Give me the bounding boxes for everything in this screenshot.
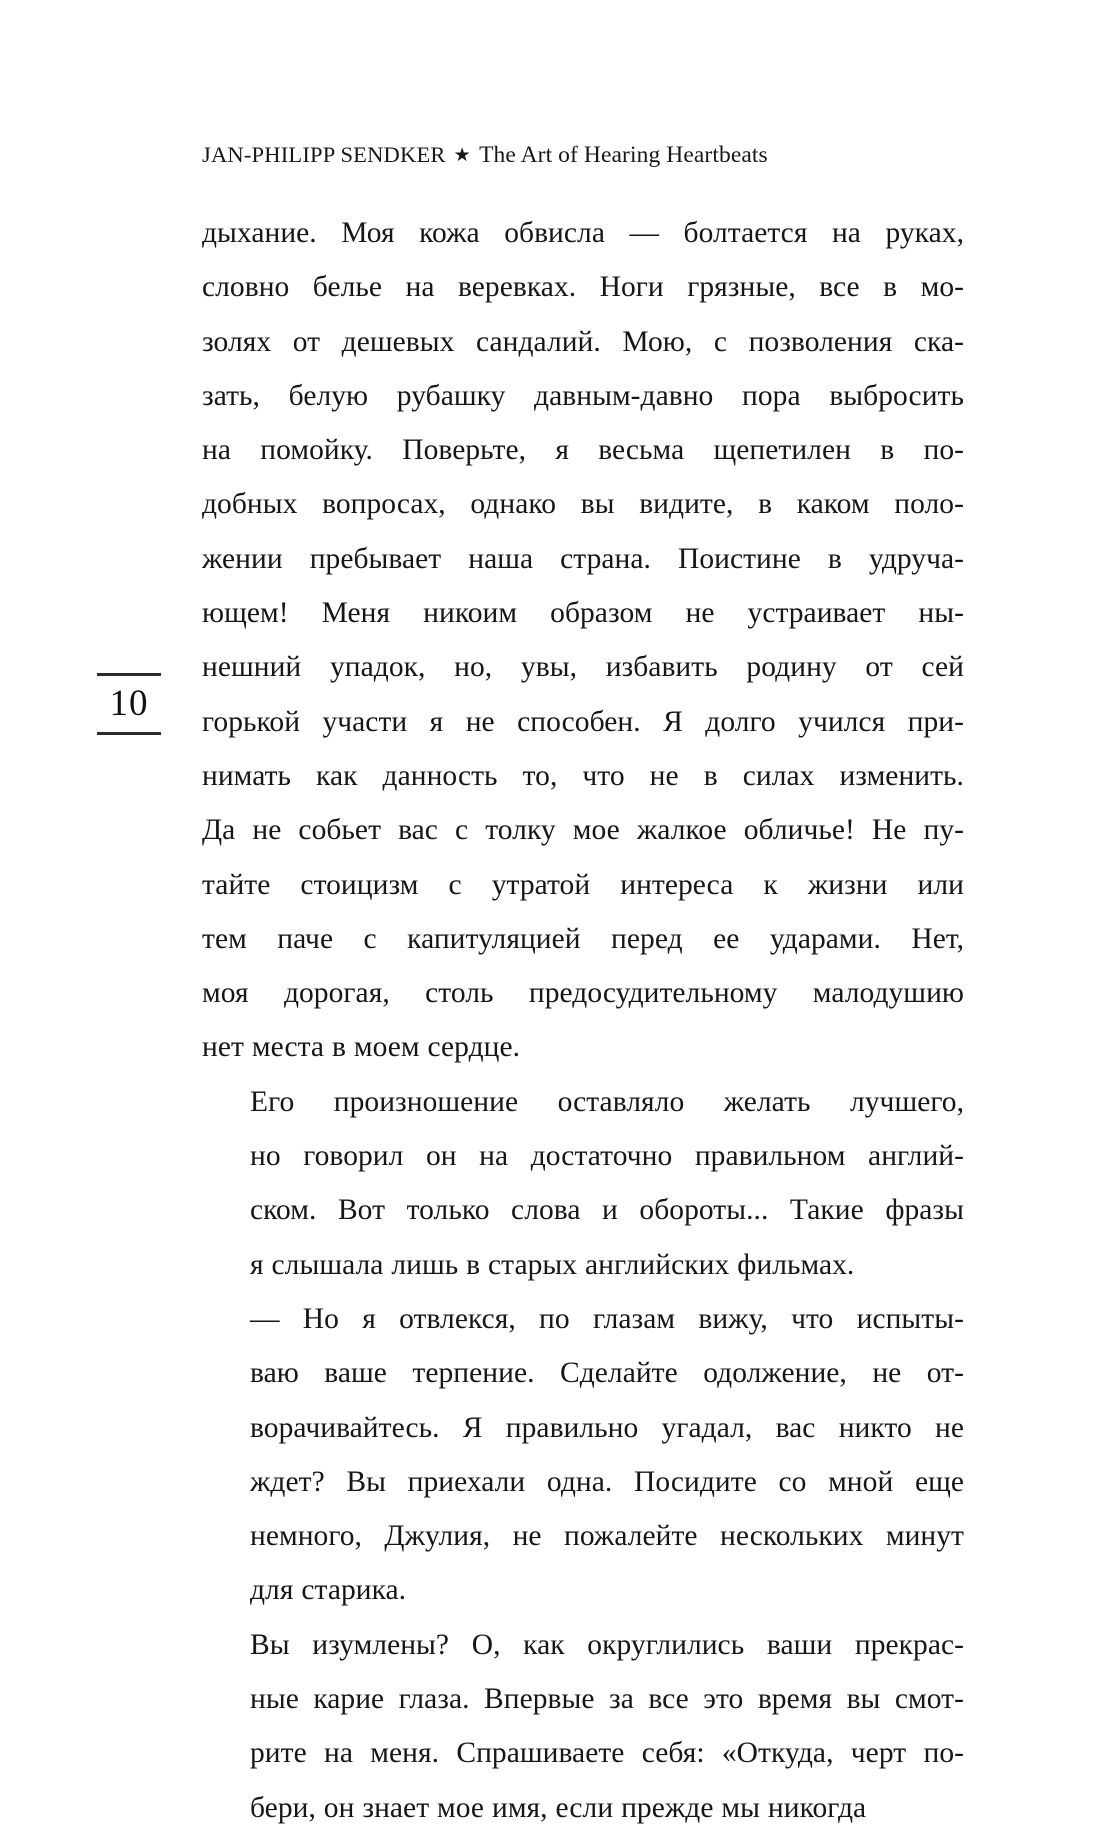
- paragraph: [202, 1075, 964, 1292]
- text-line: нимать как данность то, что не в силах изменить.: [202, 759, 964, 792]
- folio-rule-bottom: [97, 732, 161, 735]
- text-line: ворачивайтесь. Я правильно угадал, вас никто не: [250, 1411, 964, 1444]
- text-line: моя дорогая, столь предосудительному малодушию: [202, 977, 964, 1010]
- text-line: Его произношение оставляло желать лучшего,: [250, 1085, 964, 1118]
- text-line: золях от дешевых сандалий. Мою, с позволения ска-: [202, 325, 964, 358]
- body-text-block: [202, 206, 964, 1835]
- text-line: нешний упадок, но, увы, избавить родину от сей: [202, 651, 964, 684]
- text-line: горькой участи я не способен. Я долго учился при-: [202, 705, 964, 738]
- text-line: нет места в моем сердце.: [202, 1031, 521, 1064]
- text-line: ные карие глаза. Впервые за все это время вы смот-: [250, 1683, 964, 1716]
- text-line: — Но я отвлекся, по глазам вижу, что испыты-: [250, 1302, 964, 1335]
- text-line: словно белье на веревках. Ноги грязные, все в мо-: [202, 271, 964, 304]
- text-line: рите на меня. Спрашиваете себя: «Откуда, черт по-: [250, 1737, 964, 1770]
- text-line: но говорил он на достаточно правильном англий-: [250, 1140, 964, 1173]
- text-line: для старика.: [250, 1574, 407, 1607]
- paragraph: [202, 1618, 964, 1835]
- running-head: [202, 140, 962, 171]
- text-line: зать, белую рубашку давным-давно пора выбросить: [202, 379, 964, 412]
- text-line: Вы изумлены? О, как округлились ваши прекрас-: [250, 1628, 964, 1661]
- text-line: Да не собьет вас с толку мое жалкое обличье! Не пу-: [202, 814, 964, 847]
- running-head-author: JAN-PHILIPP SENDKER: [202, 142, 446, 167]
- text-line: дыхание. Моя кожа обвисла — болтается на руках,: [202, 217, 964, 249]
- text-line: ваю ваше терпение. Сделайте одолжение, не от-: [250, 1357, 964, 1390]
- text-line: ском. Вот только слова и обороты... Такие фразы: [250, 1194, 964, 1227]
- text-line: жении пребывает наша страна. Поистине в удруча-: [202, 542, 964, 575]
- text-line: ждет? Вы приехали одна. Посидите со мной еще: [250, 1465, 964, 1498]
- text-line: на помойку. Поверьте, я весьма щепетилен в по-: [202, 434, 964, 467]
- text-line: ющем! Меня никоим образом не устраивает ны-: [202, 597, 964, 630]
- text-line: тем паче с капитуляцией перед ее ударами. Нет,: [202, 922, 964, 955]
- star-icon: ★: [453, 145, 472, 166]
- page-folio: [97, 673, 161, 735]
- text-line: немного, Джулия, не пожалейте нескольких минут: [250, 1520, 964, 1553]
- page-number: 10: [109, 683, 149, 724]
- text-line: я слышала лишь в старых английских фильмах.: [250, 1248, 855, 1281]
- paragraph: [202, 1292, 964, 1618]
- paragraph: [202, 206, 964, 1075]
- text-line: добных вопросах, однако вы видите, в каком поло-: [202, 488, 964, 521]
- text-line: бери, он знает мое имя, если прежде мы никогда: [250, 1791, 867, 1824]
- running-head-title: The Art of Hearing Heartbeats: [479, 142, 768, 168]
- text-line: тайте стоицизм с утратой интереса к жизни или: [202, 868, 964, 901]
